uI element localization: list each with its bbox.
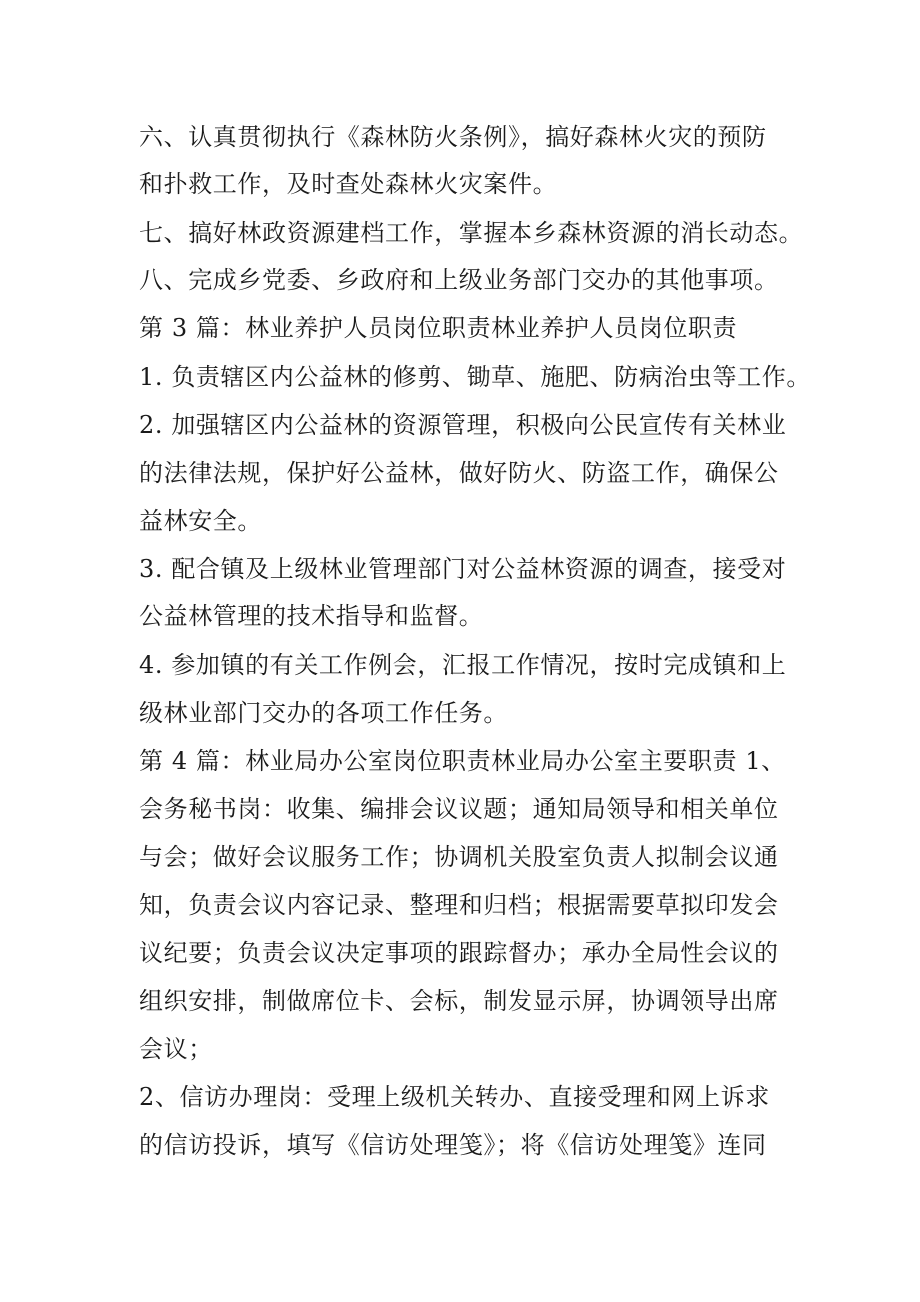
text-line: 级林业部门交办的各项工作任务。 [139, 699, 508, 727]
text-line: 议纪要；负责会议决定事项的跟踪督办；承办全局性会议的 [139, 939, 779, 967]
text-line: 2、信访办理岗：受理上级机关转办、直接受理和网上诉求 [139, 1083, 770, 1111]
text-line: 六、认真贯彻执行《森林防火条例》，搞好森林火灾的预防 [139, 123, 767, 151]
text-line: 会议； [139, 1035, 213, 1063]
text-line: 益林安全。 [139, 507, 262, 535]
section-heading: 第 3 篇：林业养护人员岗位职责林业养护人员岗位职责 [139, 314, 738, 342]
text-line: 知，负责会议内容记录、整理和归档；根据需要草拟印发会 [139, 891, 779, 919]
text-line: 会务秘书岗：收集、编排会议议题；通知局领导和相关单位 [139, 795, 779, 823]
text-line: 3. 配合镇及上级林业管理部门对公益林资源的调查，接受对 [139, 555, 787, 583]
text-line: 和扑救工作，及时查处森林火灾案件。 [139, 170, 558, 198]
text-line: 的法律法规，保护好公益林，做好防火、防盗工作，确保公 [139, 459, 779, 487]
text-line: 与会；做好会议服务工作；协调机关股室负责人拟制会议通 [139, 843, 779, 871]
text-line: 2. 加强辖区内公益林的资源管理，积极向公民宣传有关林业 [139, 411, 787, 439]
text-line: 组织安排，制做席位卡、会标，制发显示屏，协调领导出席 [139, 987, 779, 1015]
text-line: 的信访投诉，填写《信访处理笺》；将《信访处理笺》连同 [139, 1131, 767, 1159]
section-heading: 第 4 篇：林业局办公室岗位职责林业局办公室主要职责 1、 [139, 747, 786, 775]
text-line: 八、完成乡党委、乡政府和上级业务部门交办的其他事项。 [139, 266, 779, 294]
text-line: 七、搞好林政资源建档工作，掌握本乡森林资源的消长动态。 [139, 219, 804, 247]
text-line: 公益林管理的技术指导和监督。 [139, 602, 484, 630]
text-line: 1. 负责辖区内公益林的修剪、锄草、施肥、防病治虫等工作。 [139, 363, 811, 391]
text-line: 4. 参加镇的有关工作例会，汇报工作情况，按时完成镇和上 [139, 651, 787, 679]
